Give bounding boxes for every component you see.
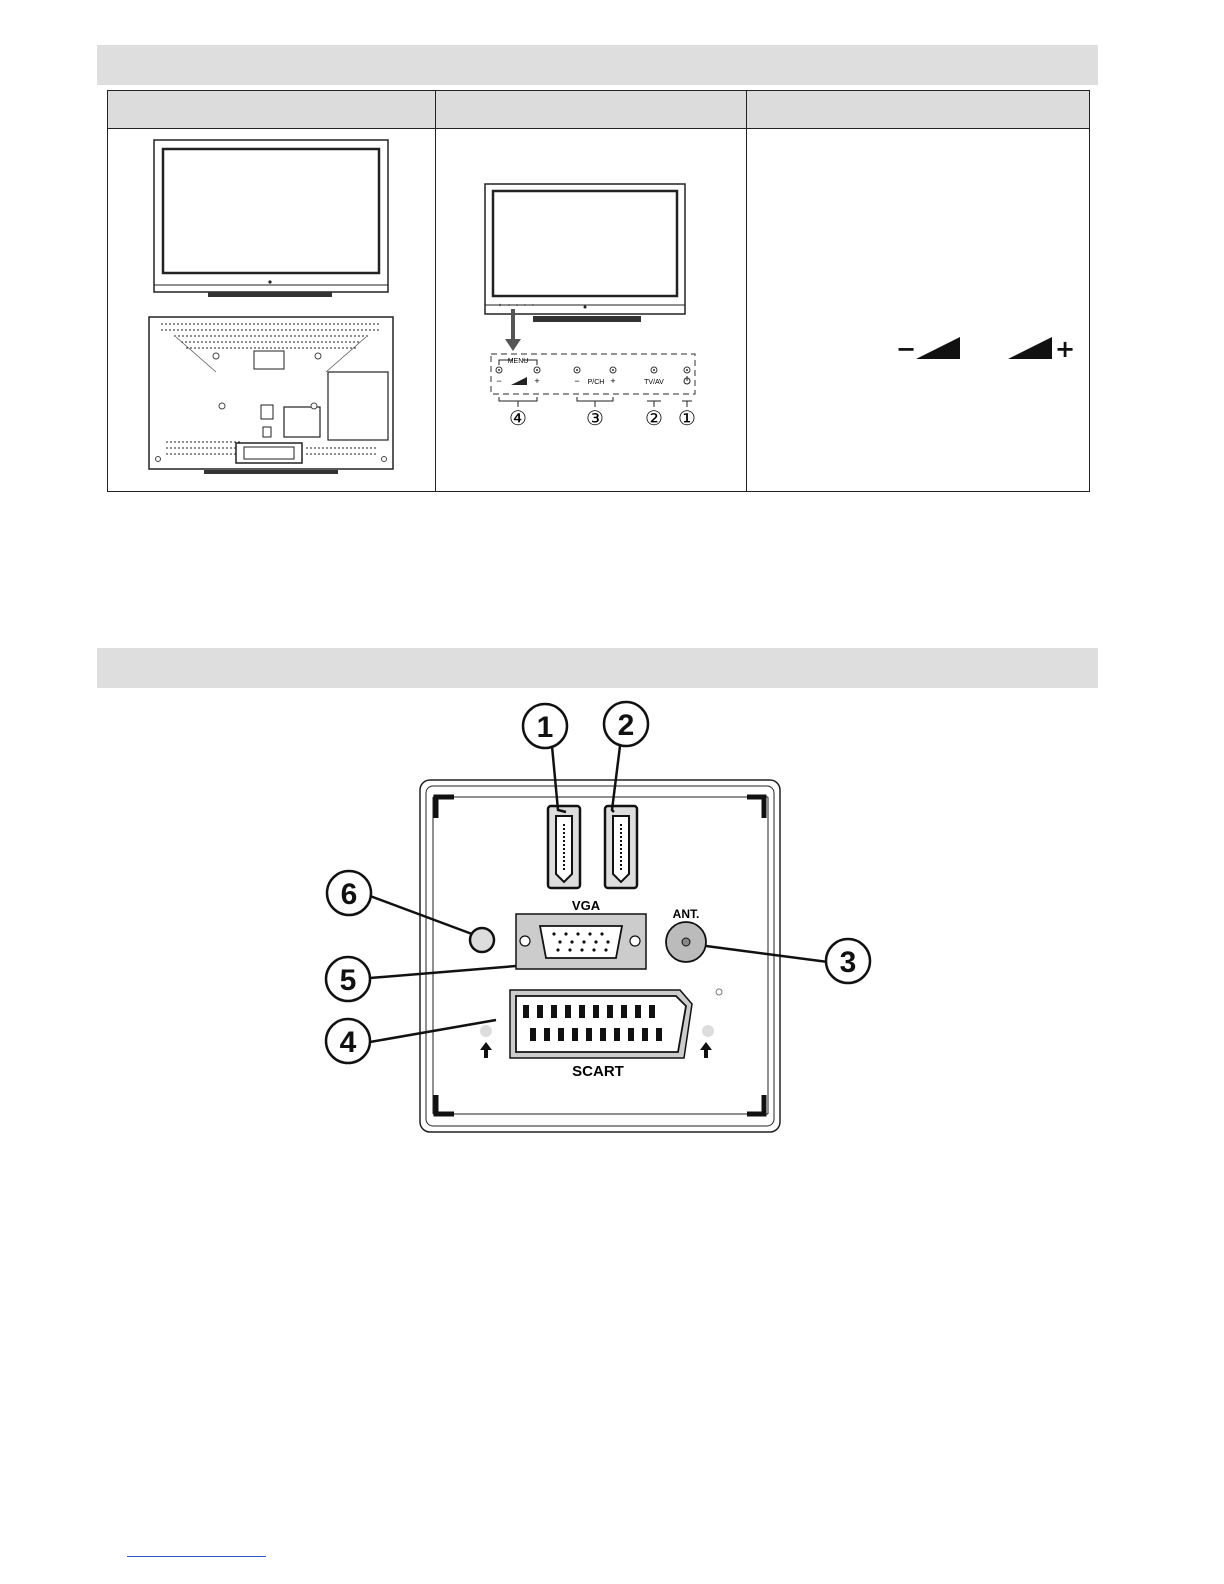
footer-link-underline [127,1556,266,1557]
callout-3: ③ [586,408,604,430]
callout-number-2: 2 [617,709,635,742]
controls-table-header [108,91,1089,129]
callout-number-3: 3 [839,946,857,979]
program-plus-label: + [610,376,616,386]
scart-label: SCART [572,1063,624,1080]
menu-label: MENU [507,358,529,365]
controls-table [107,90,1090,492]
hdmi-1-port [548,806,580,888]
section-header-bar-bottom [97,648,1098,688]
callout-4: ④ [509,408,527,430]
rear-connector-diagram [320,700,880,1140]
vga-port [516,914,646,969]
section-header-bar-top [97,45,1098,85]
ant-label: ANT. [672,907,700,921]
front-controls-illustration [451,181,731,441]
callout-number-1: 1 [536,711,554,744]
volume-up-icon [1008,337,1052,359]
hdmi-2-port [605,806,637,888]
program-label: P/CH [587,379,605,386]
volume-minus-label: − [496,376,502,386]
antenna-port [666,922,706,962]
scart-port [510,990,692,1058]
tvav-label: TV/AV [644,379,664,386]
table-divider [435,91,436,491]
callout-number-6: 6 [340,878,358,911]
callout-number-4: 4 [339,1026,357,1059]
table-divider [746,91,747,491]
callout-2: ② [645,408,663,430]
program-minus-label: − [574,376,580,386]
callout-number-5: 5 [339,964,357,997]
volume-up-plus: + [1055,335,1076,363]
vga-label: VGA [571,898,601,913]
tv-front-back-illustration [146,137,396,487]
volume-down-minus: − [896,335,917,363]
volume-down-icon [916,337,960,359]
headphone-port [470,928,494,952]
callout-1: ① [678,408,696,430]
volume-plus-label: + [534,376,540,386]
